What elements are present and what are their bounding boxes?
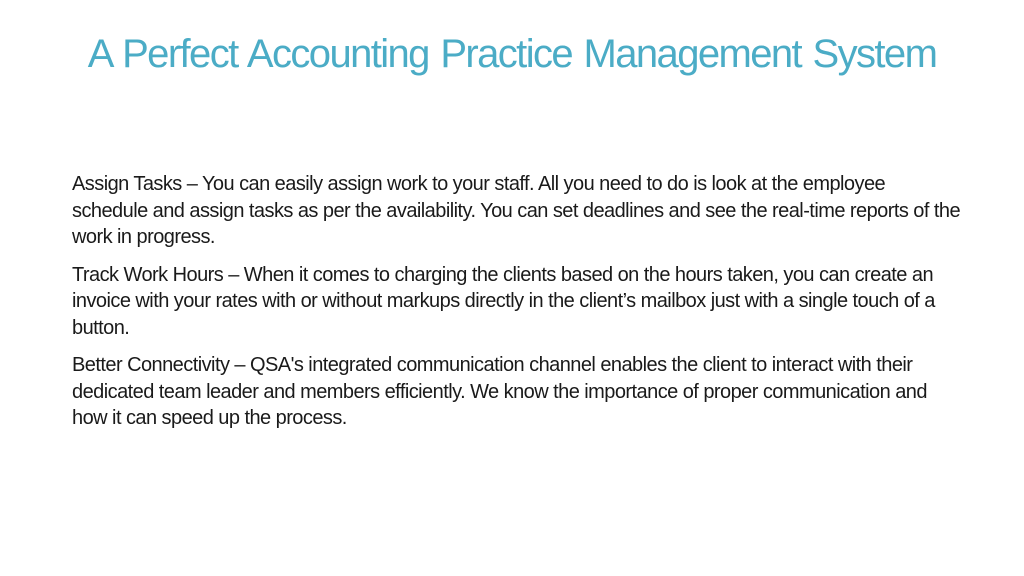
paragraph-assign-tasks: Assign Tasks – You can easily assign work to your staff. All you need to do is look at the employee schedule and assign tasks as per the availability. You can set deadlines and see the real-time reports of the work in progress. [72, 173, 961, 248]
paragraph-better-connectivity: Better Connectivity – QSA's integrated communication channel enables the client to interact with their dedicated team leader and members efficiently. We know the importance of proper communication and how it can speed up the process. [72, 354, 927, 429]
slide-title: A Perfect Accounting Practice Management System [87, 32, 937, 76]
paragraph-track-work-hours: Track Work Hours – When it comes to charging the clients based on the hours taken, you can create an invoice with your rates with or without markups directly in the client’s mailbox just with a single touch of a button. [72, 263, 935, 339]
slide-body [72, 171, 962, 443]
